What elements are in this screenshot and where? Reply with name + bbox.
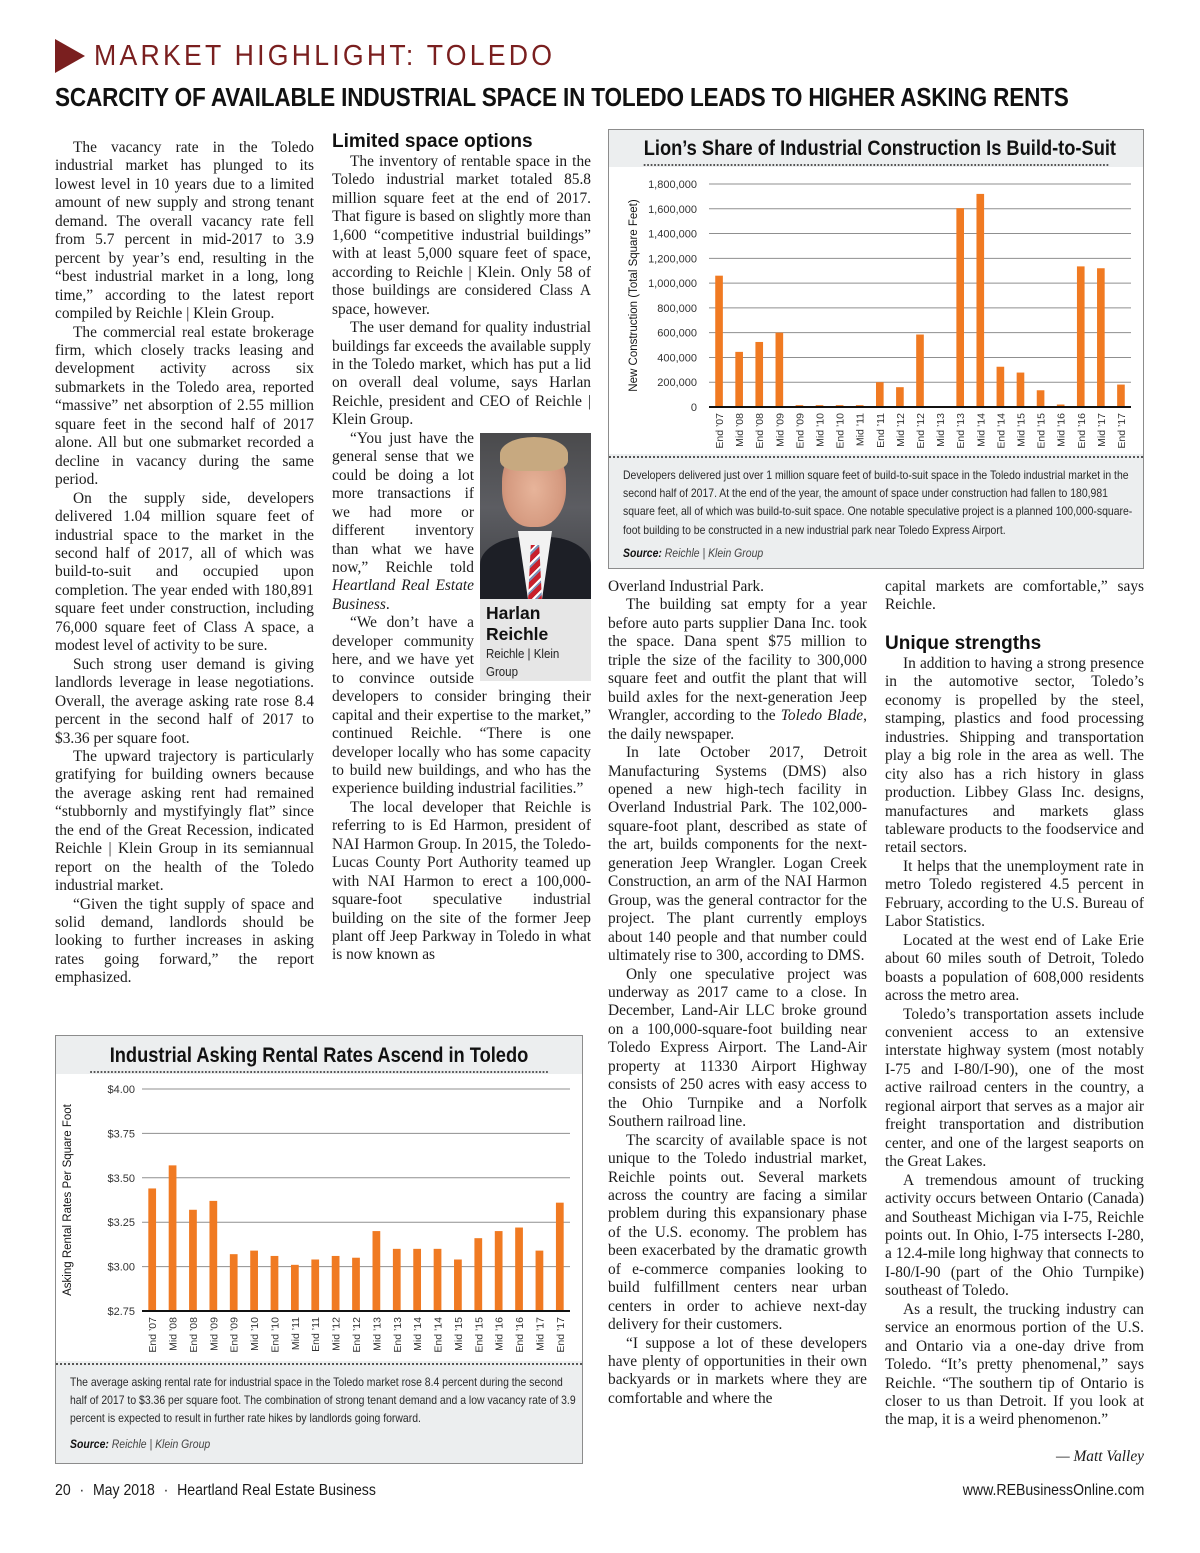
paragraph: The commercial real estate brokerage firm, which closely tracks leasing and development activity across six submarkets in the Toledo area, reported “massive” net absorption of 2.55 million square feet in the second half of 2017 alone. All but one submarket recorded a decline in vacancy during the same period. (55, 323, 314, 489)
rental-rate-bar-chart (56, 1074, 581, 1361)
paragraph: Located at the west end of Lake Erie about 60 miles south of Detroit, Toledo boasts a population of 608,000 residents across the metro area. (885, 931, 1144, 1005)
paragraph: capital markets are comfortable,” says Reichle. (885, 578, 1144, 614)
y-tick-label: $2.75 (107, 1306, 135, 1318)
article-column-4 (885, 578, 1144, 1466)
x-tick-label: Mid ’12 (330, 1317, 343, 1351)
paragraph: The upward trajectory is particularly gratifying for building owners because the average asking rent had remained “stubbornly and mystifyingly flat” since the end of the Great Recession, indicated Reichle | Klein Group in its semiannual report on the health of the Toledo industrial market. (55, 747, 314, 895)
x-tick-label: End ’13 (955, 413, 968, 449)
paragraph: The user demand for quality industrial buildings far exceeds the available supply in the Toledo market, which has put a lid on overall deal volume, says Harlan Reichle, president and CEO of Reichle | Klein Group. (332, 319, 591, 429)
rental-rate-chart-panel (55, 1035, 583, 1464)
bar (1037, 390, 1045, 407)
y-tick-label: 1,000,000 (648, 278, 697, 291)
bar (373, 1231, 381, 1311)
article-column-1 (55, 139, 314, 988)
x-tick-label: End ’11 (310, 1317, 323, 1352)
paragraph: “We don’t have a developer community here, and we have yet to convince outside developers to consider bringing their capital and their expertise to the market,” continued Reichle. “There is one developer locally who has some capacity to build new buildings, and who has the experience building industrial facilities.” (332, 614, 591, 798)
x-tick-label: Mid ’15 (1015, 413, 1028, 447)
publication-name: Heartland Real Estate Business (332, 577, 474, 613)
y-tick-label: 400,000 (657, 352, 697, 365)
x-tick-label: End ’15 (1035, 413, 1048, 449)
bar (1097, 268, 1105, 407)
paragraph: A tremendous amount of trucking activity occurs between Ontario (Canada) and Southeast Michigan via I-75, Reichle points out. In Ohio, I-75 intersects I-280, a 12.4-mile long highway that connects to I-80/I-90 (part of the Ohio Turnpike) southeast of Toledo. (885, 1171, 1144, 1300)
bar (169, 1165, 177, 1311)
x-tick-label: End ’17 (1115, 413, 1128, 449)
bar (230, 1254, 238, 1311)
x-tick-label: End ’07 (714, 413, 727, 449)
y-axis-title: New Construction (Total Square Feet) (628, 199, 640, 392)
x-tick-label: End ’07 (147, 1317, 160, 1353)
bar (556, 1203, 564, 1311)
x-tick-label: End ’12 (351, 1317, 363, 1353)
paragraph: As a result, the trucking industry can service an enormous portion of the U.S. and Ontario via a one-day drive from Toledo. “It’s pretty phenomenal,” says Reichle. “The southern tip of Ontario is closer to us than Detroit. If you look at the map, it is a weird phenomenon.” (885, 1300, 1144, 1429)
subheading-unique-strengths: Unique strengths (885, 632, 1042, 654)
bar (332, 1256, 340, 1311)
y-tick-label: 0 (690, 402, 697, 414)
paragraph: It helps that the unemployment rate in metro Toledo registered 4.5 percent in February, according to the U.S. Bureau of Labor Statistics. (885, 857, 1144, 931)
chart-plot-area (56, 1074, 582, 1361)
y-tick-label: 800,000 (657, 302, 697, 315)
publication-name: Heartland Real Estate Business (177, 1482, 376, 1499)
paragraph: The local developer that Reichle is referring to is Ed Harmon, president of NAI Harmon Group. In 2015, the Toledo-Lucas County Port Authority teamed up with NAI Harmon to erect a 100,000-square-foot speculative industrial building on the site of the former Jeep plant off Jeep Parkway in Toledo in what is now known as (332, 798, 591, 964)
x-tick-label: End ’16 (1075, 413, 1088, 449)
x-tick-label: End ’17 (554, 1317, 567, 1353)
kicker-text: MARKET HIGHLIGHT: TOLEDO (94, 39, 556, 72)
footer-folio: 20 · May 2018 · Heartland Real Estate Business (55, 1482, 376, 1499)
x-tick-label: End ’13 (391, 1317, 404, 1353)
bar (515, 1228, 523, 1311)
x-tick-label: Mid ’14 (975, 413, 988, 447)
x-tick-label: Mid ’15 (452, 1317, 465, 1351)
x-tick-label: Mid ’10 (249, 1317, 262, 1351)
person-name: Harlan Reichle (486, 602, 549, 644)
chart-caption: Developers delivered just over 1 million square feet of build-to-suit space in the Toledo industrial market in the second half of 2017. At the end of the year, the amount of space under construction had fallen to 180,981 square feet, all of which was build-to-suit space. One notable speculative project is a planned 100,000-square-foot building to be constructed in a new industrial park near Toledo Express Airport. (623, 469, 1133, 537)
y-tick-label: 1,200,000 (648, 253, 697, 266)
y-axis-title: Asking Rental Rates Per Square Foot (62, 1104, 74, 1296)
bar (209, 1201, 217, 1311)
bar (536, 1251, 544, 1311)
bar (413, 1249, 421, 1311)
bar (1077, 266, 1085, 407)
chart-plot-area (609, 167, 1143, 454)
paragraph: Such strong user demand is giving landlords leverage in lease negotiations. Overall, the average asking rate rose 8.4 percent in the second half of 2017 to $3.36 per square foot. (55, 655, 314, 747)
headshot-photo (480, 433, 591, 599)
chart-source: Source: Reichle | Klein Group (70, 1438, 211, 1451)
bar (997, 367, 1005, 407)
y-tick-label: 1,400,000 (648, 228, 697, 241)
x-tick-label: Mid ’17 (1095, 413, 1108, 447)
bar (876, 382, 884, 407)
bar (291, 1265, 299, 1311)
construction-bar-chart (609, 167, 1142, 454)
chart-source: Source: Reichle | Klein Group (623, 547, 764, 560)
paragraph: The inventory of rentable space in the Toledo industrial market totaled 85.8 million square feet at the end of 2017. That figure is based on slightly more than 1,600 “competitive industrial buildings” with at least 5,000 square feet of space, according to Reichle | Klein. Only 58 of those buildings are considered Class A space, however. (332, 153, 591, 318)
x-tick-label: Mid ’16 (1055, 413, 1068, 447)
bar (250, 1251, 258, 1311)
article-column-3 (608, 578, 867, 1408)
x-tick-label: End ’09 (228, 1317, 241, 1353)
paragraph: The building sat empty for a year before auto parts supplier Dana Inc. took the space. Dana spent $75 million to triple the size of the facility to 300,000 square feet and outfit the plant that will build axles for the next-generation Jeep Wrangler, according to the Toledo Blade, the daily newspaper. (608, 596, 867, 743)
y-tick-label: $3.50 (107, 1172, 135, 1185)
paragraph: Overland Industrial Park. (608, 578, 765, 595)
x-tick-label: End ’10 (269, 1317, 282, 1353)
construction-chart-panel (608, 129, 1144, 569)
y-tick-label: 200,000 (657, 377, 697, 390)
y-tick-label: $3.00 (107, 1261, 135, 1274)
paragraph: “I suppose a lot of these developers have plenty of opportunities in their own backyards or in markets where they are comfortable and where the (608, 1334, 867, 1407)
byline: — Matt Valley (1055, 1447, 1144, 1465)
headshot-caption (480, 599, 591, 681)
bar (916, 335, 924, 407)
section-kicker (55, 38, 595, 74)
x-tick-label: Mid ’10 (814, 413, 827, 447)
x-tick-label: End ’08 (754, 413, 767, 449)
x-tick-label: Mid ’13 (371, 1317, 384, 1351)
article-column-2 (332, 131, 591, 965)
x-tick-label: Mid ’13 (935, 413, 948, 447)
y-tick-label: 1,800,000 (648, 179, 697, 191)
x-tick-label: Mid ’09 (774, 413, 787, 447)
paragraph: Toledo’s transportation assets include convenient access to an extensive interstate highway system (most notably I-75 and I-80/I-90), one of the most active railroad centers in the country, a regional airport that serves as a major air freight transportation and distribution center, and one of the largest seaports on the Great Lakes. (885, 1005, 1144, 1171)
bar (352, 1258, 360, 1311)
bar (1017, 373, 1025, 407)
bar (735, 352, 743, 407)
publication-name: Toledo Blade (780, 707, 864, 725)
x-tick-label: End ’09 (794, 413, 807, 449)
paragraph: The scarcity of available space is not unique to the Toledo industrial market, Reichle points out. Several markets across the country are facing a similar problem during this expansionary phase of the U.S. economy. The problem has been exacerbated by the dramatic growth of e-commerce companies looking to build fulfillment centers near urban centers in order to achieve next-day delivery for their customers. (608, 1131, 867, 1334)
x-tick-label: End ’14 (432, 1317, 445, 1353)
bar (976, 194, 984, 407)
bar (715, 276, 723, 407)
y-tick-label: 600,000 (657, 327, 697, 340)
y-tick-label: $4.00 (107, 1084, 135, 1096)
bar (454, 1259, 462, 1311)
y-tick-label: $3.75 (107, 1128, 135, 1141)
x-tick-label: Mid ’08 (167, 1317, 180, 1351)
triangle-marker-icon (55, 39, 85, 73)
bar (393, 1249, 401, 1311)
x-tick-label: End ’14 (995, 413, 1008, 449)
bar (776, 333, 784, 407)
x-tick-label: End ’12 (915, 413, 927, 449)
subheading-limited-space: Limited space options (332, 131, 533, 152)
bar (148, 1188, 156, 1311)
x-tick-label: Mid ’16 (493, 1317, 506, 1351)
bar (189, 1210, 197, 1311)
paragraph: Only one speculative project was underway as 2017 came to a close. In December, Land-Air LLC broke ground on a 100,000-square-foot building near Toledo Express Airport. The Land-Air property at 11330 Airport Highway consists of 250 acres with easy access to the Ohio Turnpike and a Norfolk Southern railroad line. (608, 965, 867, 1131)
bar (495, 1231, 503, 1311)
website-link[interactable]: www.REBusinessOnline.com (962, 1482, 1144, 1499)
x-tick-label: Mid ’17 (534, 1317, 547, 1351)
person-org: Reichle | Klein Group (486, 646, 560, 679)
bar (1117, 385, 1125, 407)
bar (755, 342, 763, 407)
y-tick-label: $3.25 (107, 1217, 135, 1230)
chart-title: Lion’s Share of Industrial Construction Is Build-to-Suit (644, 130, 1109, 166)
page-number: 20 (55, 1482, 71, 1499)
y-tick-label: 1,600,000 (648, 203, 697, 216)
x-tick-label: End ’11 (874, 413, 887, 448)
x-tick-label: End ’15 (473, 1317, 486, 1353)
x-tick-label: End ’16 (514, 1317, 527, 1353)
x-tick-label: Mid ’09 (208, 1317, 221, 1351)
bar (474, 1238, 482, 1311)
x-tick-label: End ’08 (187, 1317, 200, 1353)
paragraph: On the supply side, developers delivered 1.04 million square feet of industrial space to the market in the second half of 2017, all of which was build-to-suit and occupied upon completion. The year ended with 180,891 square feet under construction, including 76,000 square feet of Class A space, a modest level of activity to be sure. (55, 489, 314, 655)
bar (896, 387, 904, 407)
x-tick-label: End ’10 (834, 413, 847, 449)
bar (434, 1249, 442, 1311)
bar (271, 1256, 279, 1311)
paragraph: In addition to having a strong presence in the automotive sector, Toledo’s economy is propelled by the steel, stamping, plastics and food processing industries. Shipping and transportation play a big role in the area as well. The city also has a rich history in glass production. Libbey Glass Inc. designs, manufactures and markets glass tableware products to the foodservice and retail sectors. (885, 654, 1144, 857)
paragraph: In late October 2017, Detroit Manufacturing Systems (DMS) also opened a new high-tech facility in Overland Industrial Park. The 102,000-square-foot plant, described as state of the art, builds components for the next-generation Jeep Wrangler. Logan Creek Construction, an arm of the NAI Harmon Group, was the general contractor for the project. The plant currently employs about 140 people and that number could ultimately rise to 300, according to DMS. (608, 744, 867, 965)
headshot-panel (480, 433, 591, 681)
issue-date: May 2018 (92, 1482, 155, 1499)
bar (311, 1259, 319, 1311)
bar (956, 208, 964, 407)
chart-title: Industrial Asking Rental Rates Ascend in Toledo (90, 1036, 548, 1073)
paragraph: The vacancy rate in the Toledo industrial market has plunged to its lowest level in 10 years due to a limited amount of new supply and strong tenant demand. The overall vacancy rate fell from 5.7 percent in mid-2017 to 3.9 percent by year’s end, resulting in the “best industrial market in a long, long time,” according to the latest report compiled by Reichle | Klein Group. (55, 139, 314, 323)
x-tick-label: Mid ’08 (734, 413, 747, 447)
article-headline: SCARCITY OF AVAILABLE INDUSTRIAL SPACE IN TOLEDO LEADS TO HIGHER ASKING RENTS (55, 84, 1069, 112)
paragraph: “Given the tight supply of space and solid demand, landlords should be looking to further increases in asking rates going forward,” the report emphasized. (55, 895, 314, 987)
x-tick-label: Mid ’14 (412, 1317, 425, 1351)
x-tick-label: Mid ’11 (854, 413, 867, 447)
x-tick-label: Mid ’12 (894, 413, 907, 447)
chart-caption: The average asking rental rate for industrial space in the Toledo market rose 8.4 percent during the second half of 2017 to $3.36 per square foot. The combination of strong tenant demand and a low vacancy rate of 3.9 percent is expected to result in further rate hikes by landlords going forward. (70, 1376, 576, 1426)
x-tick-label: Mid ’11 (289, 1317, 302, 1351)
paragraph: “You just have the general sense that we could be doing a lot more transactions if we had more or different inventory than what we have now,” Reichle told Heartland Real Estate Business. (332, 429, 474, 613)
